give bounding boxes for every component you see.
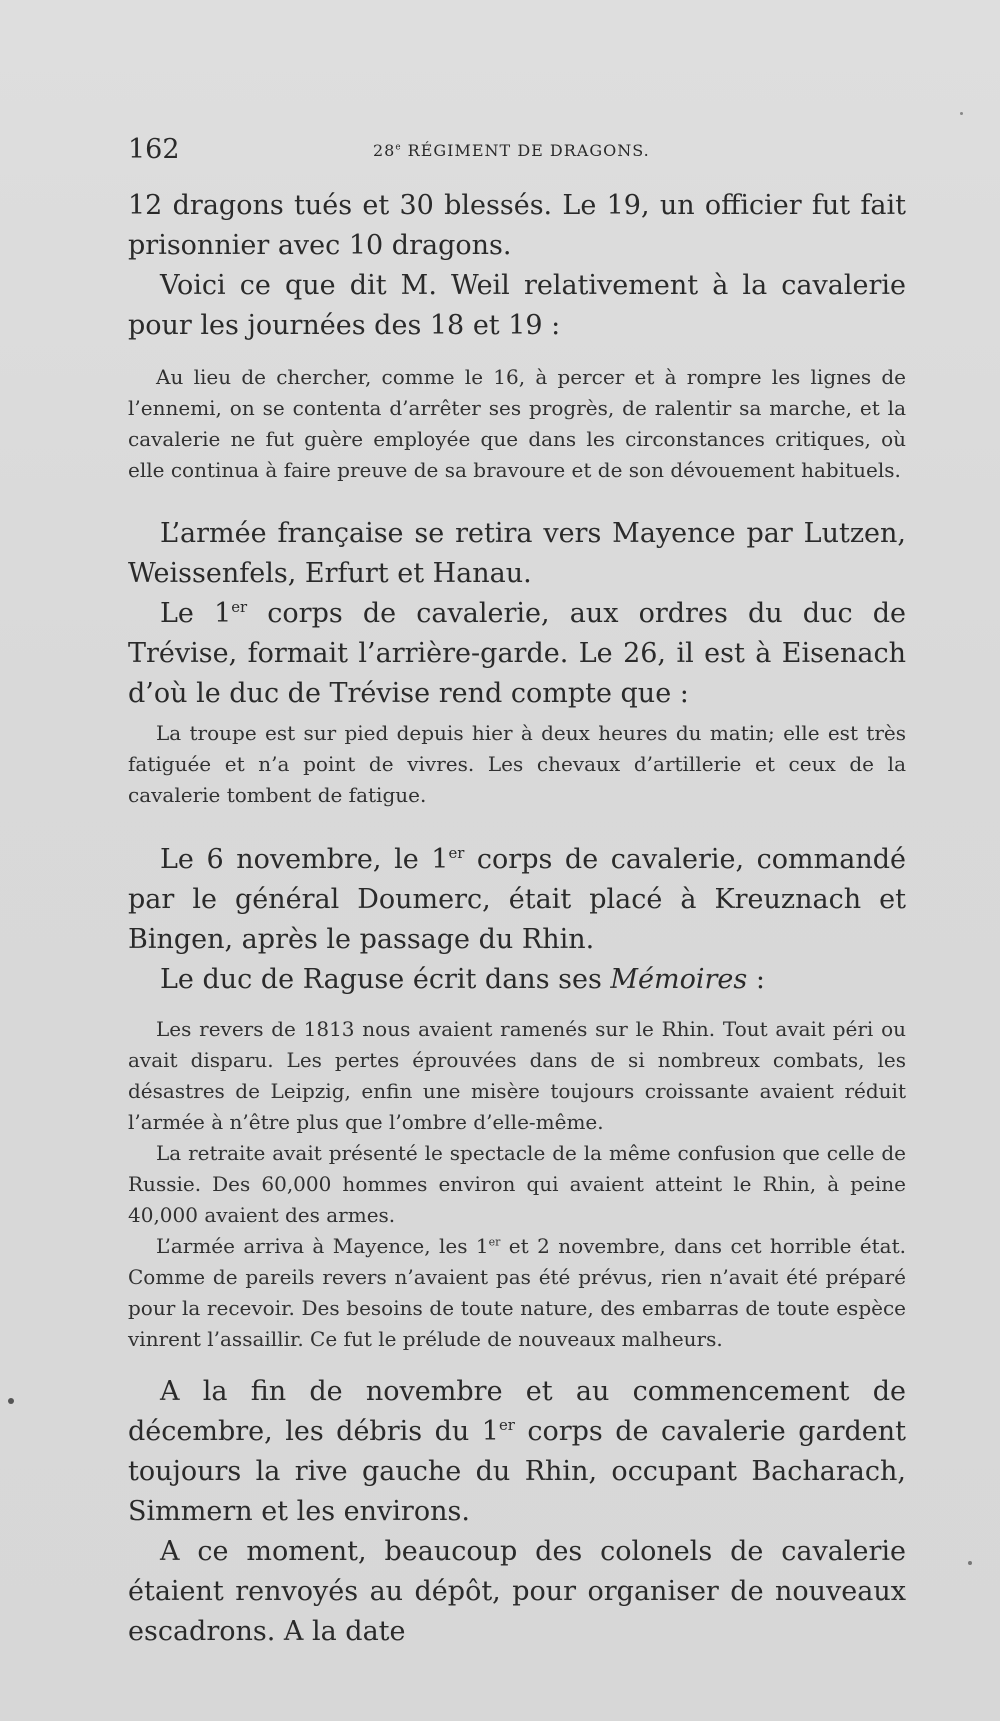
paragraph-text: A la fin de novembre et au commencement de décembre, les débris du 1 — [128, 1376, 906, 1447]
paragraph — [128, 840, 906, 960]
paragraph-group-4 — [128, 1372, 906, 1652]
quote-text: et 2 novembre, dans cet horrible état. Comme de pareils revers n’avaient pas été prévus, rien n’avait été préparé pour la recevoir. Des besoins de toute nature, des embarras de toute espèce vinrent l’assaillir. Ce fut le prélude de nouveaux malheurs. — [128, 1234, 906, 1351]
paragraph: 12 dragons tués et 30 blessés. Le 19, un officier fut fait prisonnier avec 10 dragons. — [128, 190, 906, 261]
page-header — [128, 134, 888, 170]
paragraph — [128, 594, 906, 714]
paragraph: L’armée française se retira vers Mayence par Lutzen, Weissenfels, Erfurt et Hanau. — [128, 518, 906, 589]
ordinal-suffix: er — [448, 844, 465, 862]
quote-paragraph: Les revers de 1813 nous avaient ramenés sur le Rhin. Tout avait péri ou avait disparu. Les pertes éprouvées dans de si nombreux combats, les désastres de Leipzig, enfin une misère toujours croissante avaient réduit l’armée à n’être plus que l’ombre d’elle-même. — [128, 1017, 906, 1134]
running-head-ordinal: 28 — [373, 141, 396, 160]
running-head-ordinal-suffix: e — [395, 142, 402, 153]
paragraph-text: corps de cavalerie, commandé par le général Doumerc, était placé à Kreuznach et Bingen, après le passage du Rhin. — [128, 844, 906, 955]
ordinal-suffix: er — [231, 598, 248, 616]
paragraph-text: Le duc de Raguse écrit dans ses — [160, 964, 611, 995]
block-quote — [128, 718, 906, 811]
paragraph-group-2 — [128, 514, 906, 714]
paragraph-text: Le 6 novembre, le 1 — [160, 844, 449, 875]
ordinal-suffix: er — [488, 1235, 501, 1249]
quote-paragraph: La troupe est sur pied depuis hier à deux heures du matin; elle est très fatiguée et n’a point de vivres. Les chevaux d’artillerie et ceux de la cavalerie tombent de fatigue. — [128, 721, 906, 807]
quote-paragraph — [128, 1231, 906, 1355]
ink-speck — [960, 112, 963, 115]
block-quote — [128, 362, 906, 486]
paragraph-group-3 — [128, 840, 906, 1000]
paragraph: Voici ce que dit M. Weil relativement à la cavalerie pour les journées des 18 et 19 : — [128, 270, 906, 341]
quote-paragraph: Au lieu de chercher, comme le 16, à percer et à rompre les lignes de l’ennemi, on se contenta d’arrêter ses progrès, de ralentir sa marche, et la cavalerie ne fut guère employée que dans les circonstances critiques, où elle continua à faire preuve de sa bravoure et de son dévouement habituels. — [128, 365, 906, 482]
running-head-title: RÉGIMENT DE DRAGONS. — [401, 141, 650, 160]
paragraph-text: corps de cavalerie gardent toujours la rive gauche du Rhin, occupant Bacharach, Simmern et les environs. — [128, 1416, 906, 1527]
page-number: 162 — [128, 134, 180, 165]
paragraph-text: : — [747, 964, 765, 995]
running-head — [373, 141, 650, 160]
paragraph: A ce moment, beaucoup des colonels de cavalerie étaient renvoyés au dépôt, pour organiser de nouveaux escadrons. A la date — [128, 1536, 906, 1647]
ink-speck — [968, 1561, 972, 1565]
quote-paragraph: La retraite avait présenté le spectacle de la même confusion que celle de Russie. Des 60,000 hommes environ qui avaient atteint le Rhin, à peine 40,000 avaient des armes. — [128, 1141, 906, 1227]
block-quote — [128, 1014, 906, 1355]
paragraph — [128, 1372, 906, 1532]
ordinal-suffix: er — [498, 1416, 515, 1434]
paragraph-group-1 — [128, 186, 906, 346]
paragraph — [128, 960, 906, 1000]
paragraph-text: corps de cavalerie, aux ordres du duc de Trévise, formait l’arrière-garde. Le 26, il est à Eisenach d’où le duc de Trévise rend compte que : — [128, 598, 906, 709]
paragraph-text: Le 1 — [160, 598, 232, 629]
quote-text: L’armée arriva à Mayence, les 1 — [156, 1234, 489, 1258]
italic-title: Mémoires — [610, 964, 748, 995]
ink-speck — [8, 1398, 14, 1404]
